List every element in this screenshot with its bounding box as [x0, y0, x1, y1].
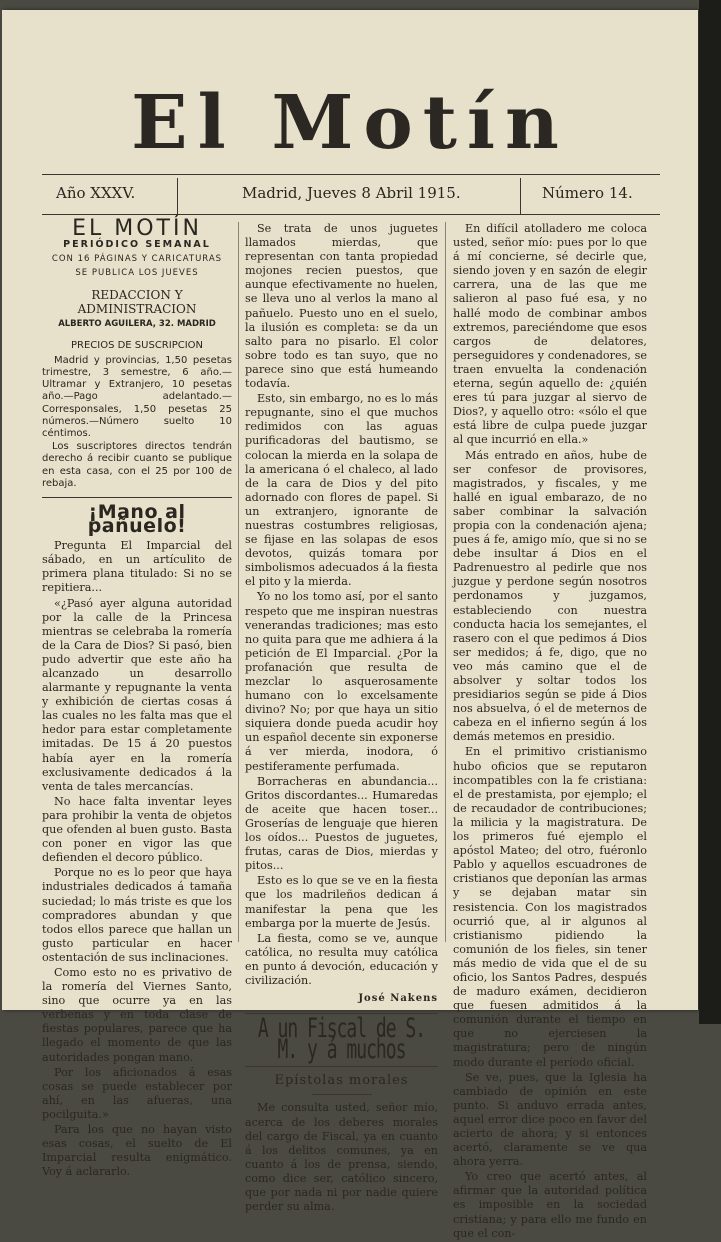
- article-paragraph: Se ve, pues, que la Iglesia ha cambiado de opinión en este punto. Si anduvo errada antes, aquel error dice poco en favor del acierto de ahora; y si entonces acertó, claramente se ve qua ahora yerra.: [453, 1070, 647, 1169]
- short-rule: [312, 1094, 372, 1095]
- article-paragraph: No hace falta inventar leyes para prohibir la venta de objetos que ofenden al buen gusto. Basta con poner en vigor las que defienden el decoro público.: [42, 794, 232, 865]
- column-3: [453, 222, 647, 1242]
- article-paragraph: Esto, sin embargo, no es lo más repugnante, sino el que muchos redimidos con las aguas purificadoras del bautismo, se colocan la mierda en la solapa de la americana ó el chaleco, al lado de la cara de Dios y del pito adornado con flores de papel. Si un extranjero, ignorante de nuestras costumbres religiosas, se fijase en las solapas de esos devotos, quizás tomara por simbolismos adecuados á la fiesta el pito y la mierda.: [245, 392, 438, 589]
- masthead-title: El Motín: [131, 80, 569, 166]
- issue-year: Año XXXV.: [56, 184, 136, 202]
- scan-background-edge: [699, 0, 721, 1024]
- box-prices: Madrid y provincias, 1,50 pesetas trimestre, 3 semestre, 6 año.—Ultramar y Extranjero, 10 pesetas año.—Pago adelantado.—Corresponsales, 1,50 pesetas 25 números.—Número suelto 10 céntimos.: [42, 354, 232, 439]
- section-rule: [245, 1066, 438, 1067]
- article-paragraph: Yo no los tomo así, por el santo respeto que me inspiran nuestras venerandas tradiciones; mas esto no quita para que me adhiera á la petición de El Imparcial. ¿Por la profanación que resulta de mezclar lo asquerosamente humano con lo excelsamente divino? No; por que haya un sitio siquiera donde pueda acudir hoy un español decente sin exponerse á ver mierda, inodora, ó pestiferamente perfumada.: [245, 590, 438, 773]
- box-office: REDACCION Y ADMINISTRACION: [77, 288, 197, 317]
- author-signature: José Nakens: [358, 993, 438, 1005]
- info-bar: [42, 178, 660, 214]
- info-divider: [177, 178, 178, 214]
- article-paragraph: Pregunta El Imparcial del sábado, en un artículito de primera plana titulado: Si no se repitiera...: [42, 539, 232, 595]
- box-subscribers: Los suscriptores directos tendrán derecho á recibir cuanto se publique en esta casa, con el 25 por 100 de rebaja.: [42, 441, 232, 489]
- article-paragraph: Como esto no es privativo de la romería del Viernes Santo, sino que ocurre ya en las verbenas y en toda clase de fiestas populares, parece que ha llegado el momento de que las autoridades pongan mano.: [42, 965, 232, 1064]
- article-paragraph: Porque no es lo peor que haya industriales dedicados á tamaña suciedad; lo más triste es que los compradores abundan y que todos ellos parece que hallan un gusto particular en hacer ostentación de sus inclinaciones.: [42, 866, 232, 964]
- article-paragraph: Esto es lo que se ve en la fiesta que los madrileños dedican á manifestar la pena que les embarga por la muerte de Jesús.: [245, 874, 438, 930]
- column-divider: [445, 222, 446, 942]
- article-subheadline: Epístolas morales: [274, 1073, 409, 1089]
- article-paragraph: En el primitivo cristianismo hubo oficios que se reputaron incompatibles con la fe cristiana: el de prestamista, por ejemplo; el de recaudador de contribuciones; la milicia y la magistratura. De los primeros fué ejemplo el apóstol Mateo; del otro, fuéronlo Pablo y aquellos escuadrones de cristianos que deponían las armas y se dejaban matar sin resistencia. Con los magistrados ocurrió que, al ir algunos al cristianismo pidiendo la comunión de los fieles, sin tener más medio de vida que el de su oficio, los Santos Padres, después de maduro exámen, decidieron que fuesen admitidos á la comunión durante el tiempo en que no ejerciesen la magistratura; pero de ningún modo durante el período oficial.: [453, 745, 647, 1069]
- issue-number: Número 14.: [542, 184, 633, 202]
- article-headline: ¡Mano al pañuelo!: [87, 500, 187, 538]
- issue-date: Madrid, Jueves 8 Abril 1915.: [242, 184, 461, 202]
- article-paragraph: «¿Pasó ayer alguna autoridad por la calle de la Princesa mientras se celebraba la romería de la Cara de Dios? Si pasó, bien pudo advertir que este año ha alcanzado un desarrollo alarmante y repugnante la venta y exhibición de ciertas cosas á las cuales no les falta mas que el hedor para estar completamente imitadas. De 15 á 20 puestos había ayer en la romería exclusivamente dedicados á la venta de tales mercancías.: [42, 596, 232, 793]
- article-paragraph: En difícil atolladero me coloca usted, señor mío: pues por lo que á mí concierne, sé decirle que, siendo joven y en sazón de elegir carrera, una de las que me salieron al paso fué esa, y no hallé modo de combinar ambos extremos, pareciéndome que esos cargos de delatores, perseguidores y condenadores, se traen envuelta la condenación eterna, según aquello de: ¿quién eres tú para juzgar al siervo de Dios?, y aquello otro: «sólo el que está libre de culpa puede juzgar al que incurrió en ella.»: [453, 222, 647, 447]
- article-paragraph: Más entrado en años, hube de ser confesor de provisores, magistrados, y fiscales, y me hallé en igual embarazo, de no saber combinar la salvación propia con la condenación ajena; pues á fe, amigo mío, que si no se debe insultar á Dios en el Padrenuestro al pedirle que nos juzgue y perdone según nosotros perdonamos y juzgamos, estableciendo con nuestra conducta hacia los semejantes, el rasero con el que pedimos á Dios ser medidos; á fe, digo, que no veo más camino que el de absolver y soltar todos los presidiarios según se pide á Dios nos absuelva, ó el de meternos de cabeza en el infierno según á los demás metemos en presidio.: [453, 448, 647, 744]
- box-pages: CON 16 PÁGINAS Y CARICATURAS: [51, 254, 223, 265]
- box-subtitle: PERIÓDICO SEMANAL: [63, 239, 211, 251]
- column-2: [245, 222, 438, 1215]
- column-divider: [238, 222, 239, 942]
- column-1: [42, 216, 232, 1180]
- article-paragraph: Yo creo que acertó antes, al afirmar que la autoridad política es imposible en la sociedad cristiana; y para ello me fundo en que el con-: [453, 1170, 647, 1240]
- article-paragraph: Por los aficionados á esas cosas se puede establecer por ahí, en las afueras, una pocilguita.»: [42, 1065, 232, 1121]
- section-rule: [42, 497, 232, 498]
- box-address: ALBERTO AGUILERA, 32. MADRID: [58, 318, 216, 329]
- article-paragraph: Para los que no hayan visto esas cosas, el suelto de El Imparcial resulta enigmático. Voy á aclararlo.: [42, 1123, 232, 1179]
- article-paragraph: Me consulta usted, señor mío, acerca de los deberes morales del cargo de Fiscal, ya en cuanto á los delitos comunes, ya en cuanto á los de prensa, siendo, como dice ser, católico sincero, que por nada ni por nadie quiere perder su alma.: [245, 1101, 438, 1214]
- article-headline: A un Fiscal de S. M. y á muchos: [257, 1013, 426, 1066]
- article-paragraph: La fiesta, como se ve, aunque católica, no resulta muy católica en punto á devoción, educación y civilización.: [245, 931, 438, 987]
- top-rule: [42, 174, 660, 175]
- box-published: SE PUBLICA LOS JUEVES: [75, 268, 199, 279]
- article-paragraph: Se trata de unos juguetes llamados mierdas, que representan con tanta propiedad mojones recien puestos, que aunque efectivamente no huelen, se lleva uno al verlos la mano al pañuelo. Puesto uno en el suelo, la ilusión es completa: se da un salto para no pisarlo. El color sobre todo es tan suyo, que no parece sino que está humeando todavía.: [245, 222, 438, 391]
- box-prices-heading: PRECIOS DE SUSCRIPCION: [70, 339, 204, 351]
- newspaper-page: [2, 10, 698, 1240]
- article-paragraph: Borracheras en abundancia... Gritos discordantes... Humaredas de aceite que hacen toser... Groserías de lenguaje que hieren los oídos... Puestos de juguetes, frutas, caras de Dios, mierdas y pitos...: [245, 774, 438, 873]
- info-divider: [520, 178, 521, 214]
- box-title: EL MOTÍN: [72, 216, 202, 241]
- bottom-rule: [42, 214, 660, 215]
